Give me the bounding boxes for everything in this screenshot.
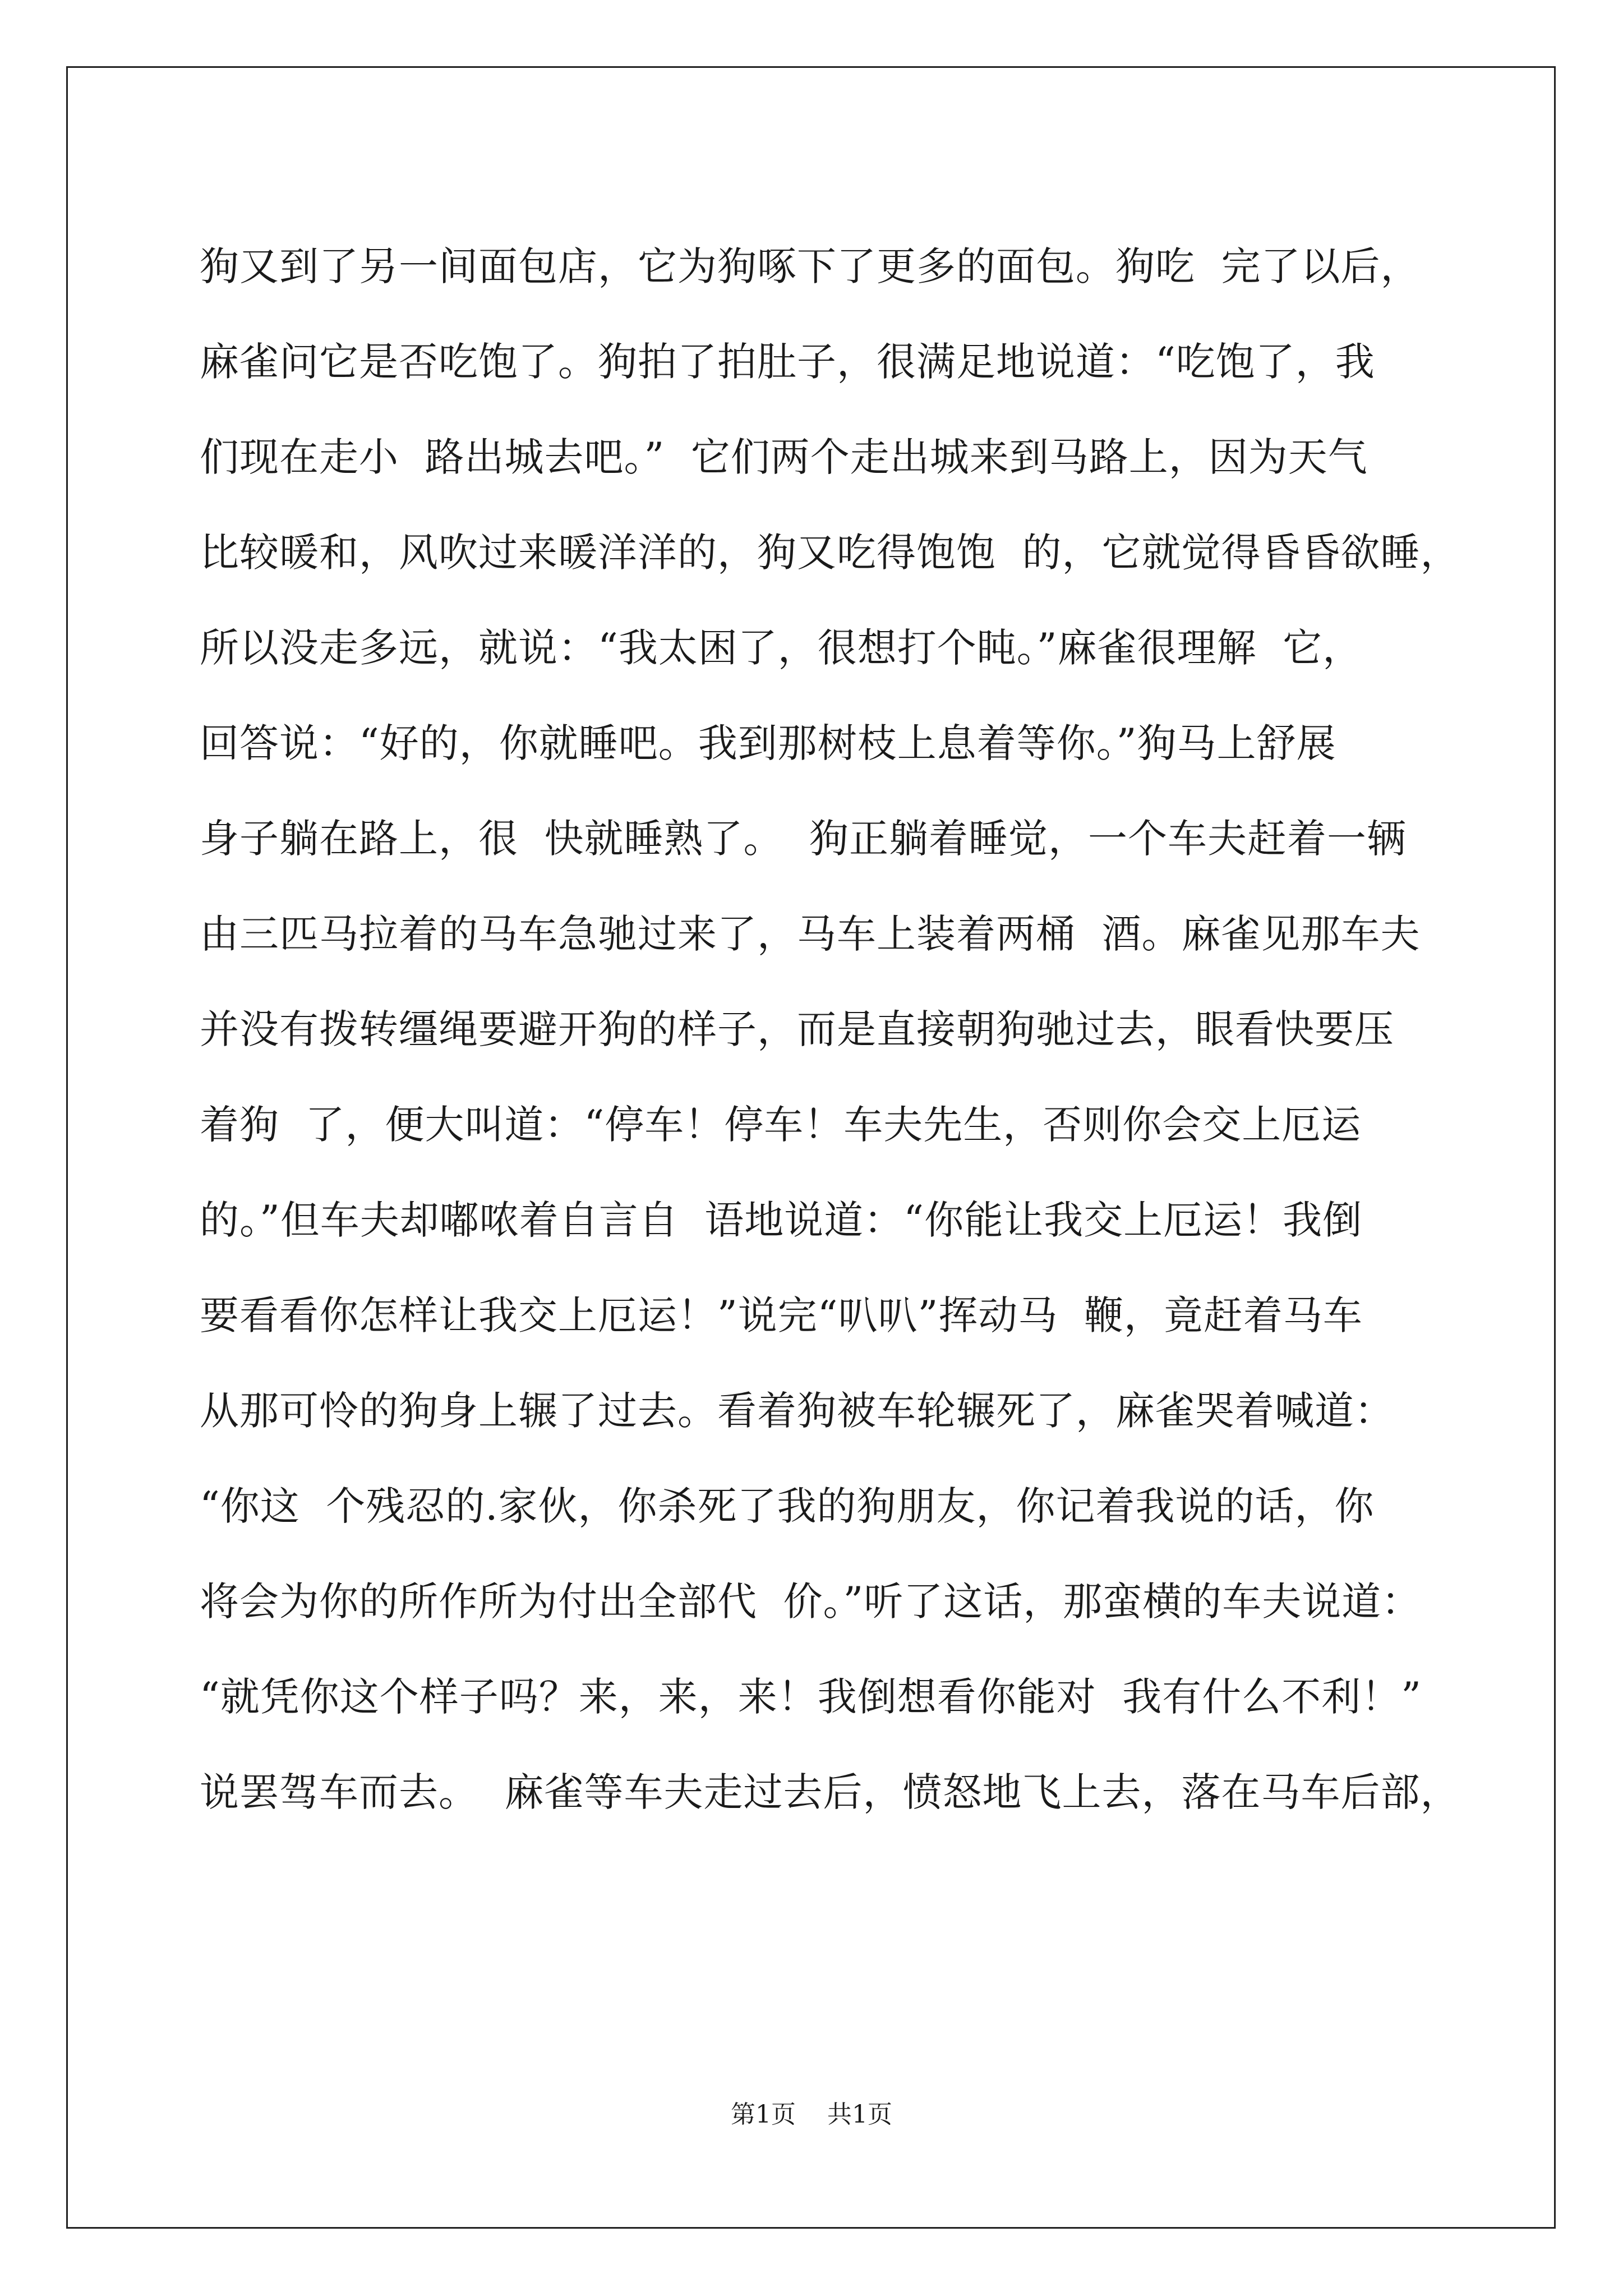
- text-line: 从那可怜的狗身上辗了过去。看着狗被车轮辗死了，麻雀哭着喊道：: [200, 1388, 1394, 1434]
- text-line: 并没有拨转缰绳要避开狗的样子，而是直接朝狗驰过去，眼看快要压: [200, 1006, 1394, 1052]
- text-line: 狗又到了另一间面包店，它为狗啄下了更多的面包。狗吃 完了以后，: [200, 243, 1421, 289]
- page-footer: 第1页 共1页: [731, 2100, 892, 2129]
- text-line: 由三匹马拉着的马车急驰过来了，马车上装着两桶 酒。麻雀见那车夫: [200, 911, 1421, 957]
- text-line: “你这 个残忍的.家伙，你杀死了我的狗朋友，你记着我说的话，你: [200, 1483, 1375, 1529]
- text-line: 比较暖和，风吹过来暖洋洋的，狗又吃得饱饱 的，它就觉得昏昏欲睡，: [200, 530, 1460, 576]
- text-line: 将会为你的所作所为付出全部代 价。”听了这话，那蛮横的车夫说道：: [200, 1579, 1422, 1625]
- text-line: 着狗 了，便大叫道：“停车！停车！车夫先生，否则你会交上厄运: [200, 1102, 1362, 1148]
- body-text: [200, 219, 1490, 1840]
- text-line: “就凭你这个样子吗？来，来，来！我倒想看你能对 我有什么不利！”: [200, 1674, 1422, 1720]
- text-line: 身子躺在路上，很 快就睡熟了。 狗正躺着睡觉，一个车夫赶着一辆: [200, 816, 1407, 862]
- text-line: 回答说：“好的，你就睡吧。我到那树枝上息着等你。”狗马上舒展: [200, 720, 1336, 766]
- text-line: 的。”但车夫却嘟哝着自言自 语地说道：“你能让我交上厄运！我倒: [200, 1197, 1363, 1243]
- text-line: 们现在走小 路出城去吧。” 它们两个走出城来到马路上，因为天气: [200, 434, 1368, 480]
- text-line: 要看看你怎样让我交上厄运！”说完“叭叭”挥动马 鞭，竟赶着马车: [200, 1292, 1363, 1338]
- text-line: 麻雀问它是否吃饱了。狗拍了拍肚子，很满足地说道：“吃饱了，我: [200, 339, 1375, 385]
- text-line: 所以没走多远，就说：“我太困了，很想打个盹。”麻雀很理解 它，: [200, 625, 1363, 671]
- text-line: 说罢驾车而去。 麻雀等车夫走过去后，愤怒地飞上去，落在马车后部，: [200, 1769, 1460, 1815]
